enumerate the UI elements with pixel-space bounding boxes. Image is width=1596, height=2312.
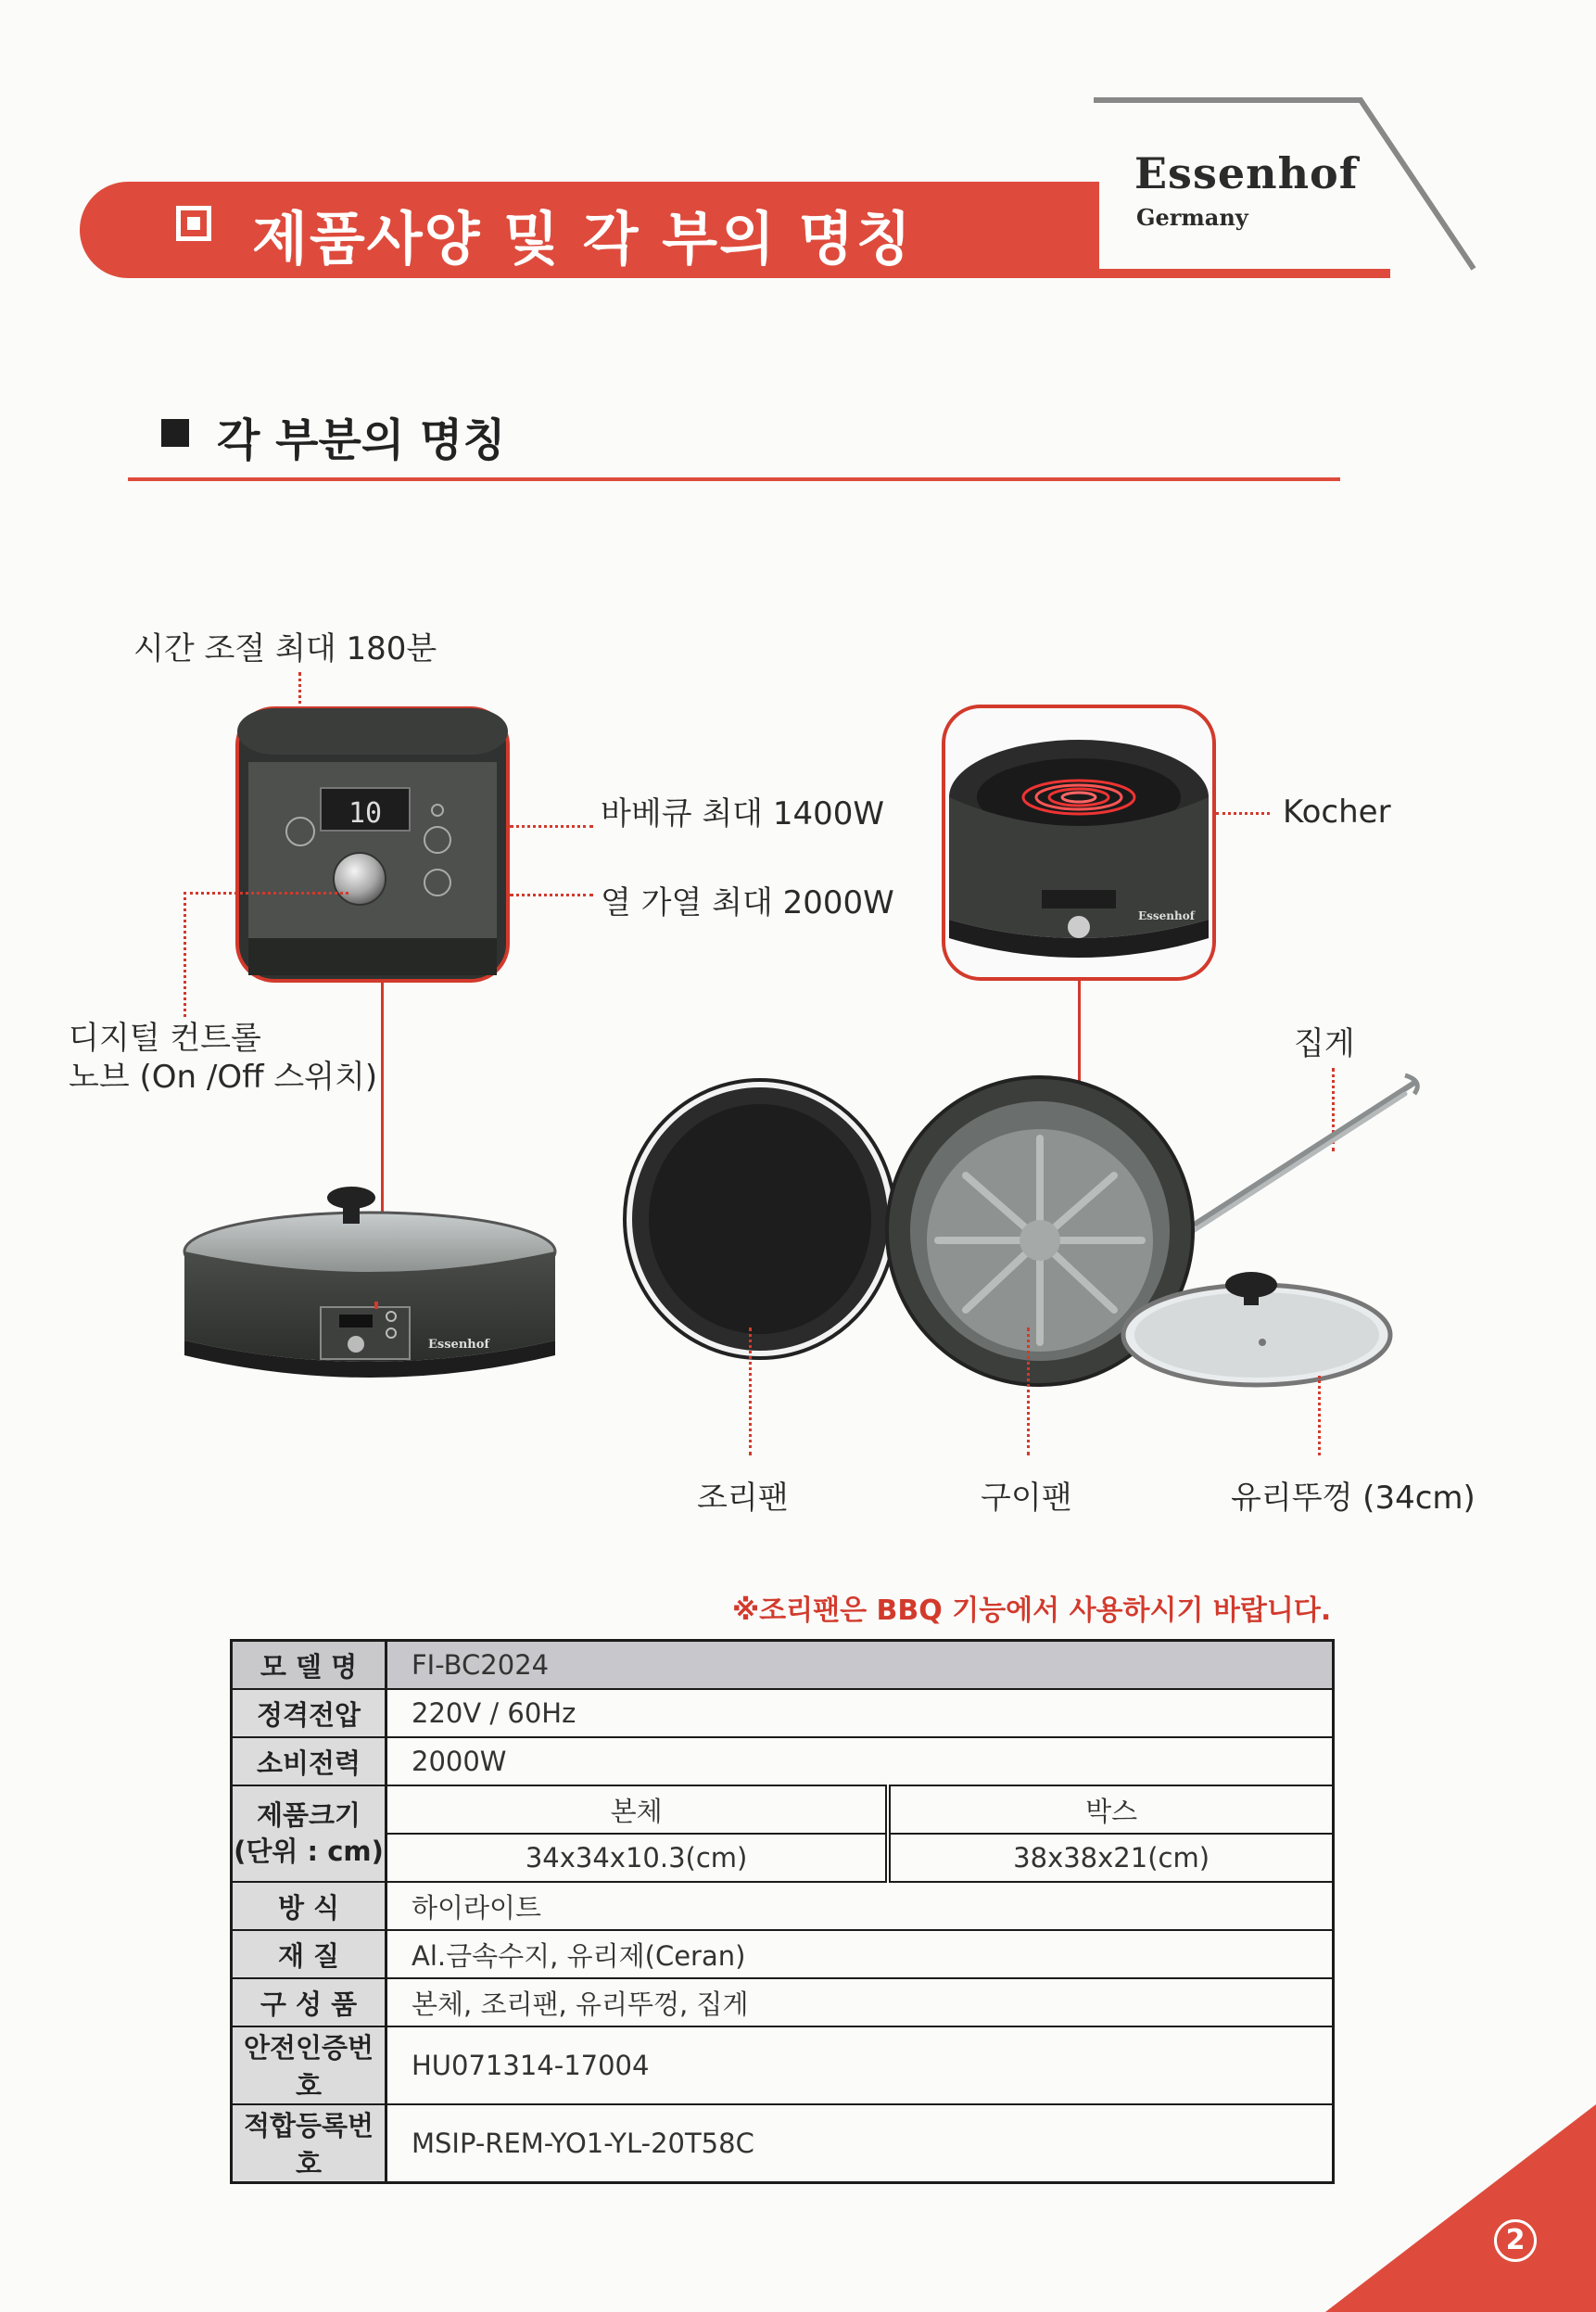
section-title: 각 부분의 명칭	[217, 414, 506, 466]
table-cell: 본체, 조리팬, 유리뚜껑, 집게	[386, 1978, 1334, 2026]
table-row	[232, 1689, 1334, 1737]
label-timer: 시간 조절 최대 180분	[133, 630, 437, 667]
corner-triangle	[1325, 2104, 1596, 2312]
table-header-cell: 안전인증번호	[232, 2026, 386, 2104]
leader-grill-pan	[1027, 1327, 1030, 1455]
label-knob-line2: 노브 (On /Off 스위치)	[69, 1059, 378, 1096]
tongs-image	[1186, 1066, 1427, 1242]
label-grill-pan: 구이팬	[981, 1480, 1072, 1517]
table-subheader-cell: 본체	[386, 1785, 889, 1834]
table-row	[232, 1737, 1334, 1785]
leader-kocher-line	[1216, 812, 1270, 815]
table-cell: Al.금속수지, 유리제(Ceran)	[386, 1930, 1334, 1978]
table-header-cell: 정격전압	[232, 1689, 386, 1737]
leader-bbq	[510, 825, 593, 828]
table-row	[232, 2026, 1334, 2104]
usage-notice: ※조리팬은 BBQ 기능에서 사용하시기 바랍니다.	[732, 1594, 1332, 1627]
table-row	[232, 1978, 1334, 2026]
page-number: 2	[1494, 2219, 1537, 2262]
table-cell: 220V / 60Hz	[386, 1689, 1334, 1737]
table-cell: 38x38x21(cm)	[888, 1834, 1333, 1882]
brand-name: Essenhof	[1134, 148, 1359, 198]
section-bullet-icon	[161, 419, 189, 447]
table-row	[232, 1882, 1334, 1930]
table-cell: HU071314-17004	[386, 2026, 1334, 2104]
table-row	[232, 1834, 1334, 1882]
brand-subtitle: Germany	[1136, 204, 1248, 231]
table-header-cell: 소비전력	[232, 1737, 386, 1785]
label-heat: 열 가열 최대 2000W	[601, 884, 894, 921]
display-readout: 10	[348, 797, 383, 830]
table-header-cell: 재 질	[232, 1930, 386, 1978]
size-label-line2: (단위 : cm)	[234, 1836, 384, 1867]
page-title: 제품사양 및 각 부의 명칭	[252, 205, 914, 273]
size-label-line1: 제품크기	[256, 1798, 361, 1831]
table-subheader-cell: 박스	[888, 1785, 1333, 1834]
leader-glass-lid	[1318, 1376, 1321, 1455]
label-tongs: 집게	[1294, 1025, 1355, 1062]
leader-knob-h	[184, 892, 348, 895]
spec-table	[230, 1639, 1335, 2184]
table-cell: 하이라이트	[386, 1882, 1334, 1930]
glass-lid-image	[1108, 1257, 1396, 1396]
leader-heat	[510, 894, 593, 896]
table-header-cell: 구 성 품	[232, 1978, 386, 2026]
table-row	[232, 2104, 1334, 2183]
cooker-product-image	[180, 1177, 560, 1400]
label-kocher: Kocher	[1283, 794, 1391, 831]
title-square-icon	[176, 206, 211, 241]
table-row	[232, 1930, 1334, 1978]
leader-cooking-pan	[749, 1327, 752, 1455]
table-header-cell	[232, 1785, 386, 1882]
leader-knob-v	[184, 892, 186, 1017]
table-header-cell: 모 델 명	[232, 1641, 386, 1690]
table-cell: MSIP-REM-YO1-YL-20T58C	[386, 2104, 1334, 2183]
table-row	[232, 1641, 1334, 1690]
kocher-closeup	[942, 705, 1216, 981]
label-bbq: 바베큐 최대 1400W	[601, 795, 884, 832]
table-cell: 34x34x10.3(cm)	[386, 1834, 889, 1882]
label-glass-lid: 유리뚜껑 (34cm)	[1231, 1480, 1476, 1517]
section-divider	[128, 477, 1340, 481]
table-cell: FI-BC2024	[386, 1641, 1334, 1690]
table-header-cell: 방 식	[232, 1882, 386, 1930]
table-row	[232, 1785, 1334, 1834]
label-knob-line1: 디지털 컨트롤	[69, 1020, 261, 1057]
cooking-pan-image	[621, 1075, 899, 1363]
table-header-cell: 적합등록번호	[232, 2104, 386, 2183]
label-cooking-pan: 조리팬	[697, 1480, 789, 1517]
kocher-brand-mark: Essenhof	[1138, 909, 1195, 922]
table-cell: 2000W	[386, 1737, 1334, 1785]
control-panel-closeup	[235, 706, 510, 983]
cooker-brand-mark: Essenhof	[428, 1338, 489, 1352]
